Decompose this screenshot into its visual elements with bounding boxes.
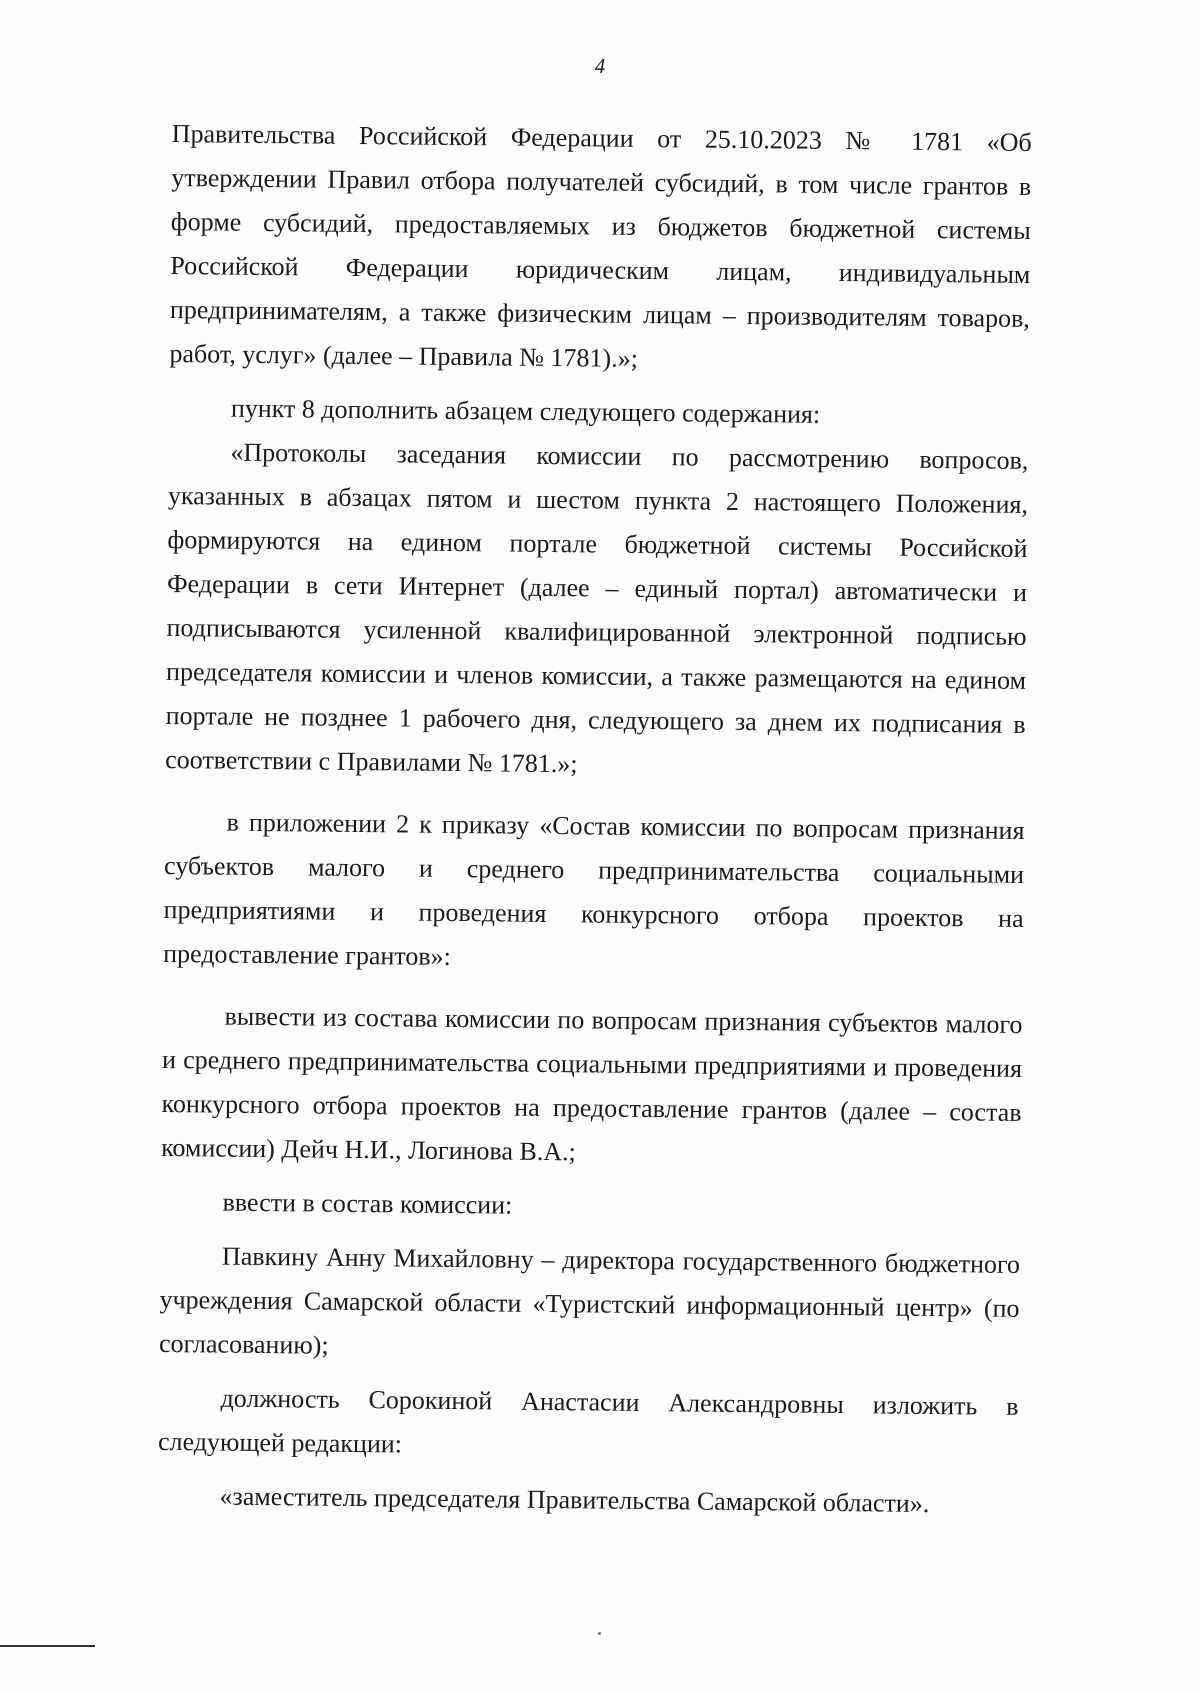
paragraph-new-member: Павкину Анну Михайловну – директора государственного бюджетного учреждения Самарской области «Туристский информационный центр» (по согласованию); [158,1241,1021,1360]
paragraph-decree-reference: Правительства Российской Федерации от 25.10.2023 № 1781 «Об утверждении Правил отбора получателей субсидий, в том числе грантов в форме субсидий, предоставляемых из бюджетов бюджетной системы Российской Федерации юридическим лицам, индивидуальным предпринимателям, а также физическим лицам – производителям товаров, работ, услуг» (далее – Правила № 1781).»; [169,118,1032,373]
paragraph-point-8-amendment: пункт 8 дополнить абзацем следующего содержания: [230,393,821,429]
scan-speck [598,1632,601,1635]
paragraph-appendix-2: в приложении 2 к приказу «Состав комиссии по вопросам признания субъектов малого и среднего предпринимательства социальными предприятиями и проведения конкурсного отбора проектов на предоставление грантов»: [163,807,1025,971]
paragraph-add-members: ввести в состав комиссии: [222,1187,513,1220]
paragraph-remove-members: вывести из состава комиссии по вопросам признания субъектов малого и среднего предпринимательства социальными предприятиями и проведения конкурсного отбора проектов на предоставление грантов (далее – состав комиссии) Дейч Н.И., Логинова В.А.; [161,1001,1023,1167]
scan-edge-line [0,1645,95,1647]
paragraph-protocols: «Протоколы заседания комиссии по рассмотрению вопросов, указанных в абзацах пятом и шестом пункта 2 настоящего Положения, формируются на едином портале бюджетной системы Российской Федерации в сети Интернет (далее – единый портал) автоматически и подписываются усиленной квалифицированной электронной подписью председателя комиссии и членов комиссии, а также размещаются на едином портале не позднее 1 рабочего дня, следующего за днем их подписания в соответствии с Правилами № 1781.»; [165,437,1029,779]
paragraph-new-position: «заместитель председателя Правительства Самарской области». [219,1481,930,1519]
paragraph-position-change: должность Сорокиной Анастасии Александровны изложить в следующей редакции: [157,1383,1019,1459]
page-number: 4 [594,54,606,78]
document-body [157,112,1032,1527]
